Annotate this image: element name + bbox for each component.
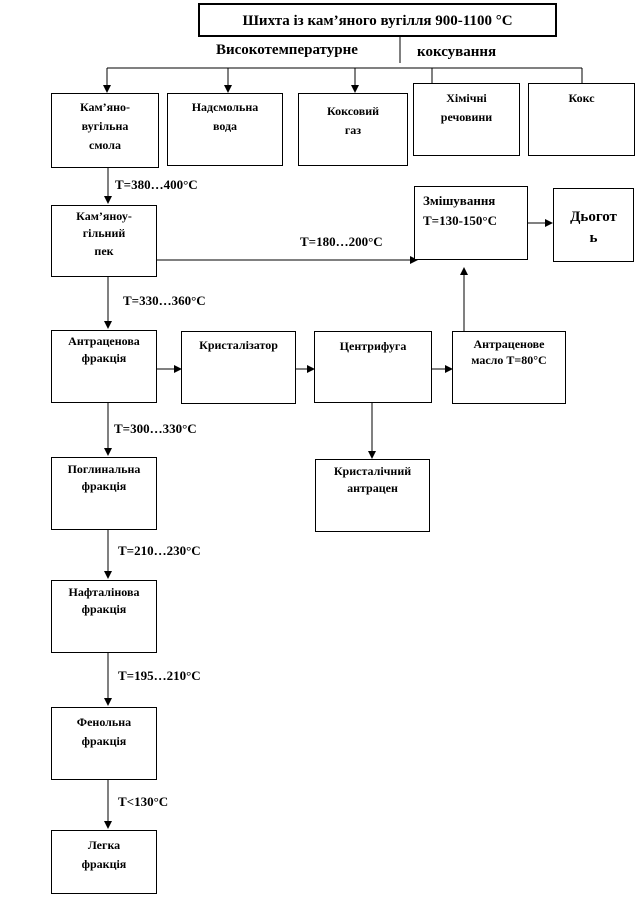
process-label-left: Високотемпературне <box>216 42 358 58</box>
fraction-anthracene-line1: Антраценова <box>68 334 140 348</box>
crystal-anthracene-box <box>315 459 430 532</box>
product-chemicals-line1: Хімічні <box>446 91 487 105</box>
product-coal-tar-line2: вугільна <box>81 119 129 134</box>
mixing-line1: Змішування <box>423 193 496 208</box>
centrifuge-label: Центрифуга <box>339 339 407 353</box>
product-coke-gas-line1: Коксовий <box>326 104 380 118</box>
fraction-pitch-line1: Кам’яноу- <box>76 209 132 223</box>
temp-label-pitch: Т=180…200°С <box>300 234 383 249</box>
tar-line1: Дьогот <box>570 209 617 225</box>
centrifuge-box <box>314 331 432 403</box>
raw-material-title: Шихта із кам’яного вугілля 900-1100 °С <box>242 13 513 29</box>
temp-label-t4: Т=210…230°С <box>118 543 201 558</box>
product-coke <box>528 83 635 156</box>
temp-label-t2: Т=330…360°С <box>123 293 206 308</box>
process-label-right: коксування <box>417 44 497 60</box>
product-coal-tar-line1: Кам’яно- <box>79 100 131 114</box>
fraction-naphthalene <box>51 580 157 653</box>
fraction-light-line1: Легка <box>87 838 121 852</box>
temp-label-t3: Т=300…330°С <box>114 421 197 436</box>
fraction-phenol-line1: Фенольна <box>76 715 132 729</box>
fraction-light-line2: фракція <box>81 857 127 872</box>
fraction-naphthalene-line1: Нафталінова <box>68 585 140 599</box>
raw-material-box <box>198 3 557 37</box>
product-tar-water <box>167 93 283 166</box>
product-tar-water-line2: вода <box>212 119 238 134</box>
mixing-line2: Т=130-150°С <box>423 212 497 228</box>
product-coal-tar <box>51 93 159 168</box>
crystal-anthracene-line2: антрацен <box>347 481 398 496</box>
anthracene-oil-line1: Антраценове <box>473 337 545 351</box>
product-coke-line1: Кокс <box>568 91 595 105</box>
anthracene-oil-line2: масло Т=80°С <box>471 353 547 368</box>
tar-box <box>553 188 634 262</box>
product-chemicals-line2: речовини <box>440 110 493 125</box>
fraction-pitch-line2: гільний <box>82 226 126 241</box>
crystallizer-label: Кристалізатор <box>199 338 278 352</box>
fraction-anthracene-line2: фракція <box>81 350 127 365</box>
temp-label-t6: Т<130°С <box>118 794 169 809</box>
product-coal-tar-line3: смола <box>89 138 121 153</box>
fraction-pitch-line3: пек <box>94 243 114 258</box>
fraction-light <box>51 830 157 894</box>
product-coke-gas-line2: газ <box>344 123 362 138</box>
temp-label-t1: Т=380…400°С <box>115 177 198 192</box>
fraction-anthracene <box>51 330 157 403</box>
fraction-phenol-line2: фракція <box>81 734 127 749</box>
anthracene-oil-box <box>452 331 566 404</box>
crystal-anthracene-line1: Кристалічний <box>333 464 412 478</box>
fraction-absorption-line2: фракція <box>81 478 127 493</box>
product-chemicals <box>413 83 520 156</box>
temp-label-t5: Т=195…210°С <box>118 668 201 683</box>
fraction-naphthalene-line2: фракція <box>81 601 127 616</box>
fraction-absorption <box>51 457 157 530</box>
fraction-phenol <box>51 707 157 780</box>
crystallizer-box <box>181 331 296 404</box>
tar-line2: ь <box>589 230 598 246</box>
fraction-pitch <box>51 205 157 277</box>
product-tar-water-line1: Надсмольна <box>191 100 259 114</box>
mixing-box <box>414 186 528 260</box>
fraction-absorption-line1: Поглинальна <box>67 462 141 476</box>
product-coke-gas <box>298 93 408 166</box>
